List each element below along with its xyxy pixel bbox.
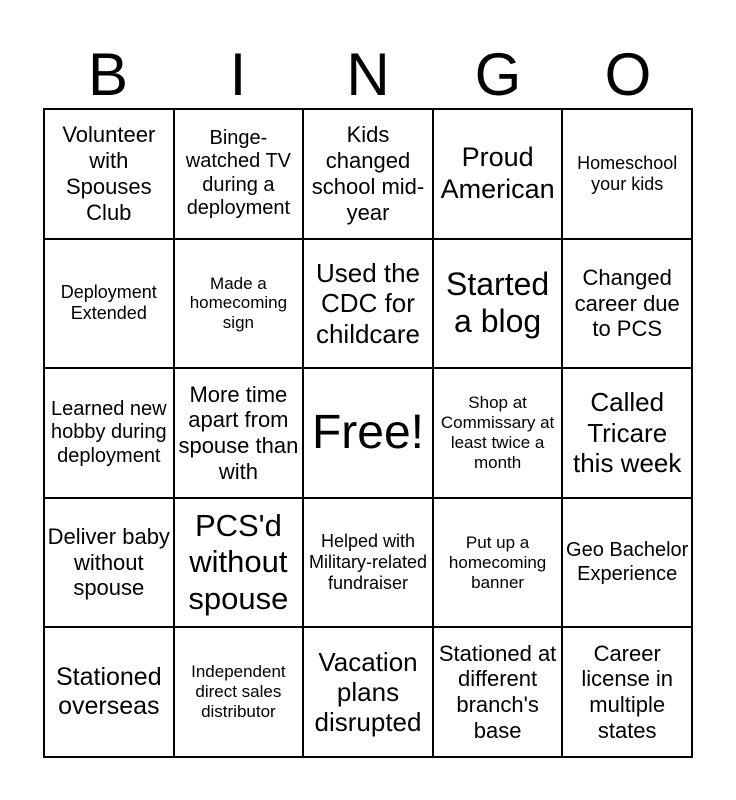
free-space-cell[interactable] — [303, 368, 433, 498]
cell-text: Deliver baby without spouse — [47, 523, 170, 601]
bingo-cell[interactable] — [44, 498, 174, 628]
bingo-cell[interactable] — [303, 498, 433, 628]
bingo-cell[interactable] — [174, 109, 304, 239]
bingo-cell[interactable] — [433, 498, 563, 628]
bingo-cell[interactable] — [174, 498, 304, 628]
cell-text: Free! — [311, 405, 424, 459]
cell-text: Deployment Extended — [60, 282, 157, 324]
cell-text: Called Tricare this week — [573, 387, 682, 479]
cell-text: Started a blog — [446, 265, 550, 340]
cell-text: Changed career due to PCS — [574, 264, 680, 342]
bingo-cell[interactable] — [44, 239, 174, 369]
cell-text: Career license in multiple states — [581, 640, 674, 743]
cell-text: Vacation plans disrupted — [314, 646, 422, 738]
bingo-header — [43, 40, 693, 110]
cell-text: Helped with Military-related fundraiser — [308, 531, 427, 594]
bingo-cell[interactable] — [44, 627, 174, 757]
bingo-cell[interactable] — [174, 627, 304, 757]
cell-text: Homeschool your kids — [577, 152, 678, 194]
bingo-grid — [43, 108, 693, 758]
cell-text: PCS'd without spouse — [188, 508, 289, 616]
cell-text: More time apart from spouse than with — [178, 381, 299, 484]
bingo-cell[interactable] — [433, 239, 563, 369]
cell-text: Put up a homecoming banner — [448, 532, 547, 592]
header-letter-i: I — [229, 41, 247, 108]
bingo-cell[interactable] — [562, 368, 692, 498]
cell-text: Volunteer with Spouses Club — [62, 122, 156, 225]
bingo-cell[interactable] — [174, 239, 304, 369]
cell-text: Learned new hobby during deployment — [50, 397, 167, 467]
header-letter-n: N — [346, 41, 390, 108]
bingo-cell[interactable] — [433, 627, 563, 757]
header-letter-b: B — [87, 41, 129, 108]
bingo-cell[interactable] — [303, 627, 433, 757]
bingo-cell[interactable] — [44, 109, 174, 239]
header-letter-g: G — [474, 41, 522, 108]
cell-text: Used the CDC for childcare — [315, 257, 421, 349]
bingo-cell[interactable] — [562, 498, 692, 628]
cell-text: Stationed overseas — [55, 662, 162, 721]
cell-text: Binge-watched TV during a deployment — [185, 127, 292, 220]
cell-text: Kids changed school mid-year — [311, 122, 425, 225]
bingo-cell[interactable] — [433, 368, 563, 498]
cell-text: Geo Bachelor Experience — [566, 539, 689, 585]
bingo-cell[interactable] — [44, 368, 174, 498]
bingo-cell[interactable] — [562, 109, 692, 239]
bingo-cell[interactable] — [303, 239, 433, 369]
header-letter-o: O — [604, 41, 652, 108]
bingo-cell[interactable] — [562, 627, 692, 757]
bingo-cell[interactable] — [303, 109, 433, 239]
cell-text: Made a homecoming sign — [189, 273, 288, 333]
cell-text: Shop at Commissary at least twice a month — [440, 393, 555, 472]
bingo-cell[interactable] — [562, 239, 692, 369]
cell-text: Proud American — [440, 142, 555, 204]
cell-text: Independent direct sales distributor — [191, 662, 286, 722]
cell-text: Stationed at different branch's base — [438, 640, 557, 743]
bingo-cell[interactable] — [174, 368, 304, 498]
bingo-cell[interactable] — [433, 109, 563, 239]
